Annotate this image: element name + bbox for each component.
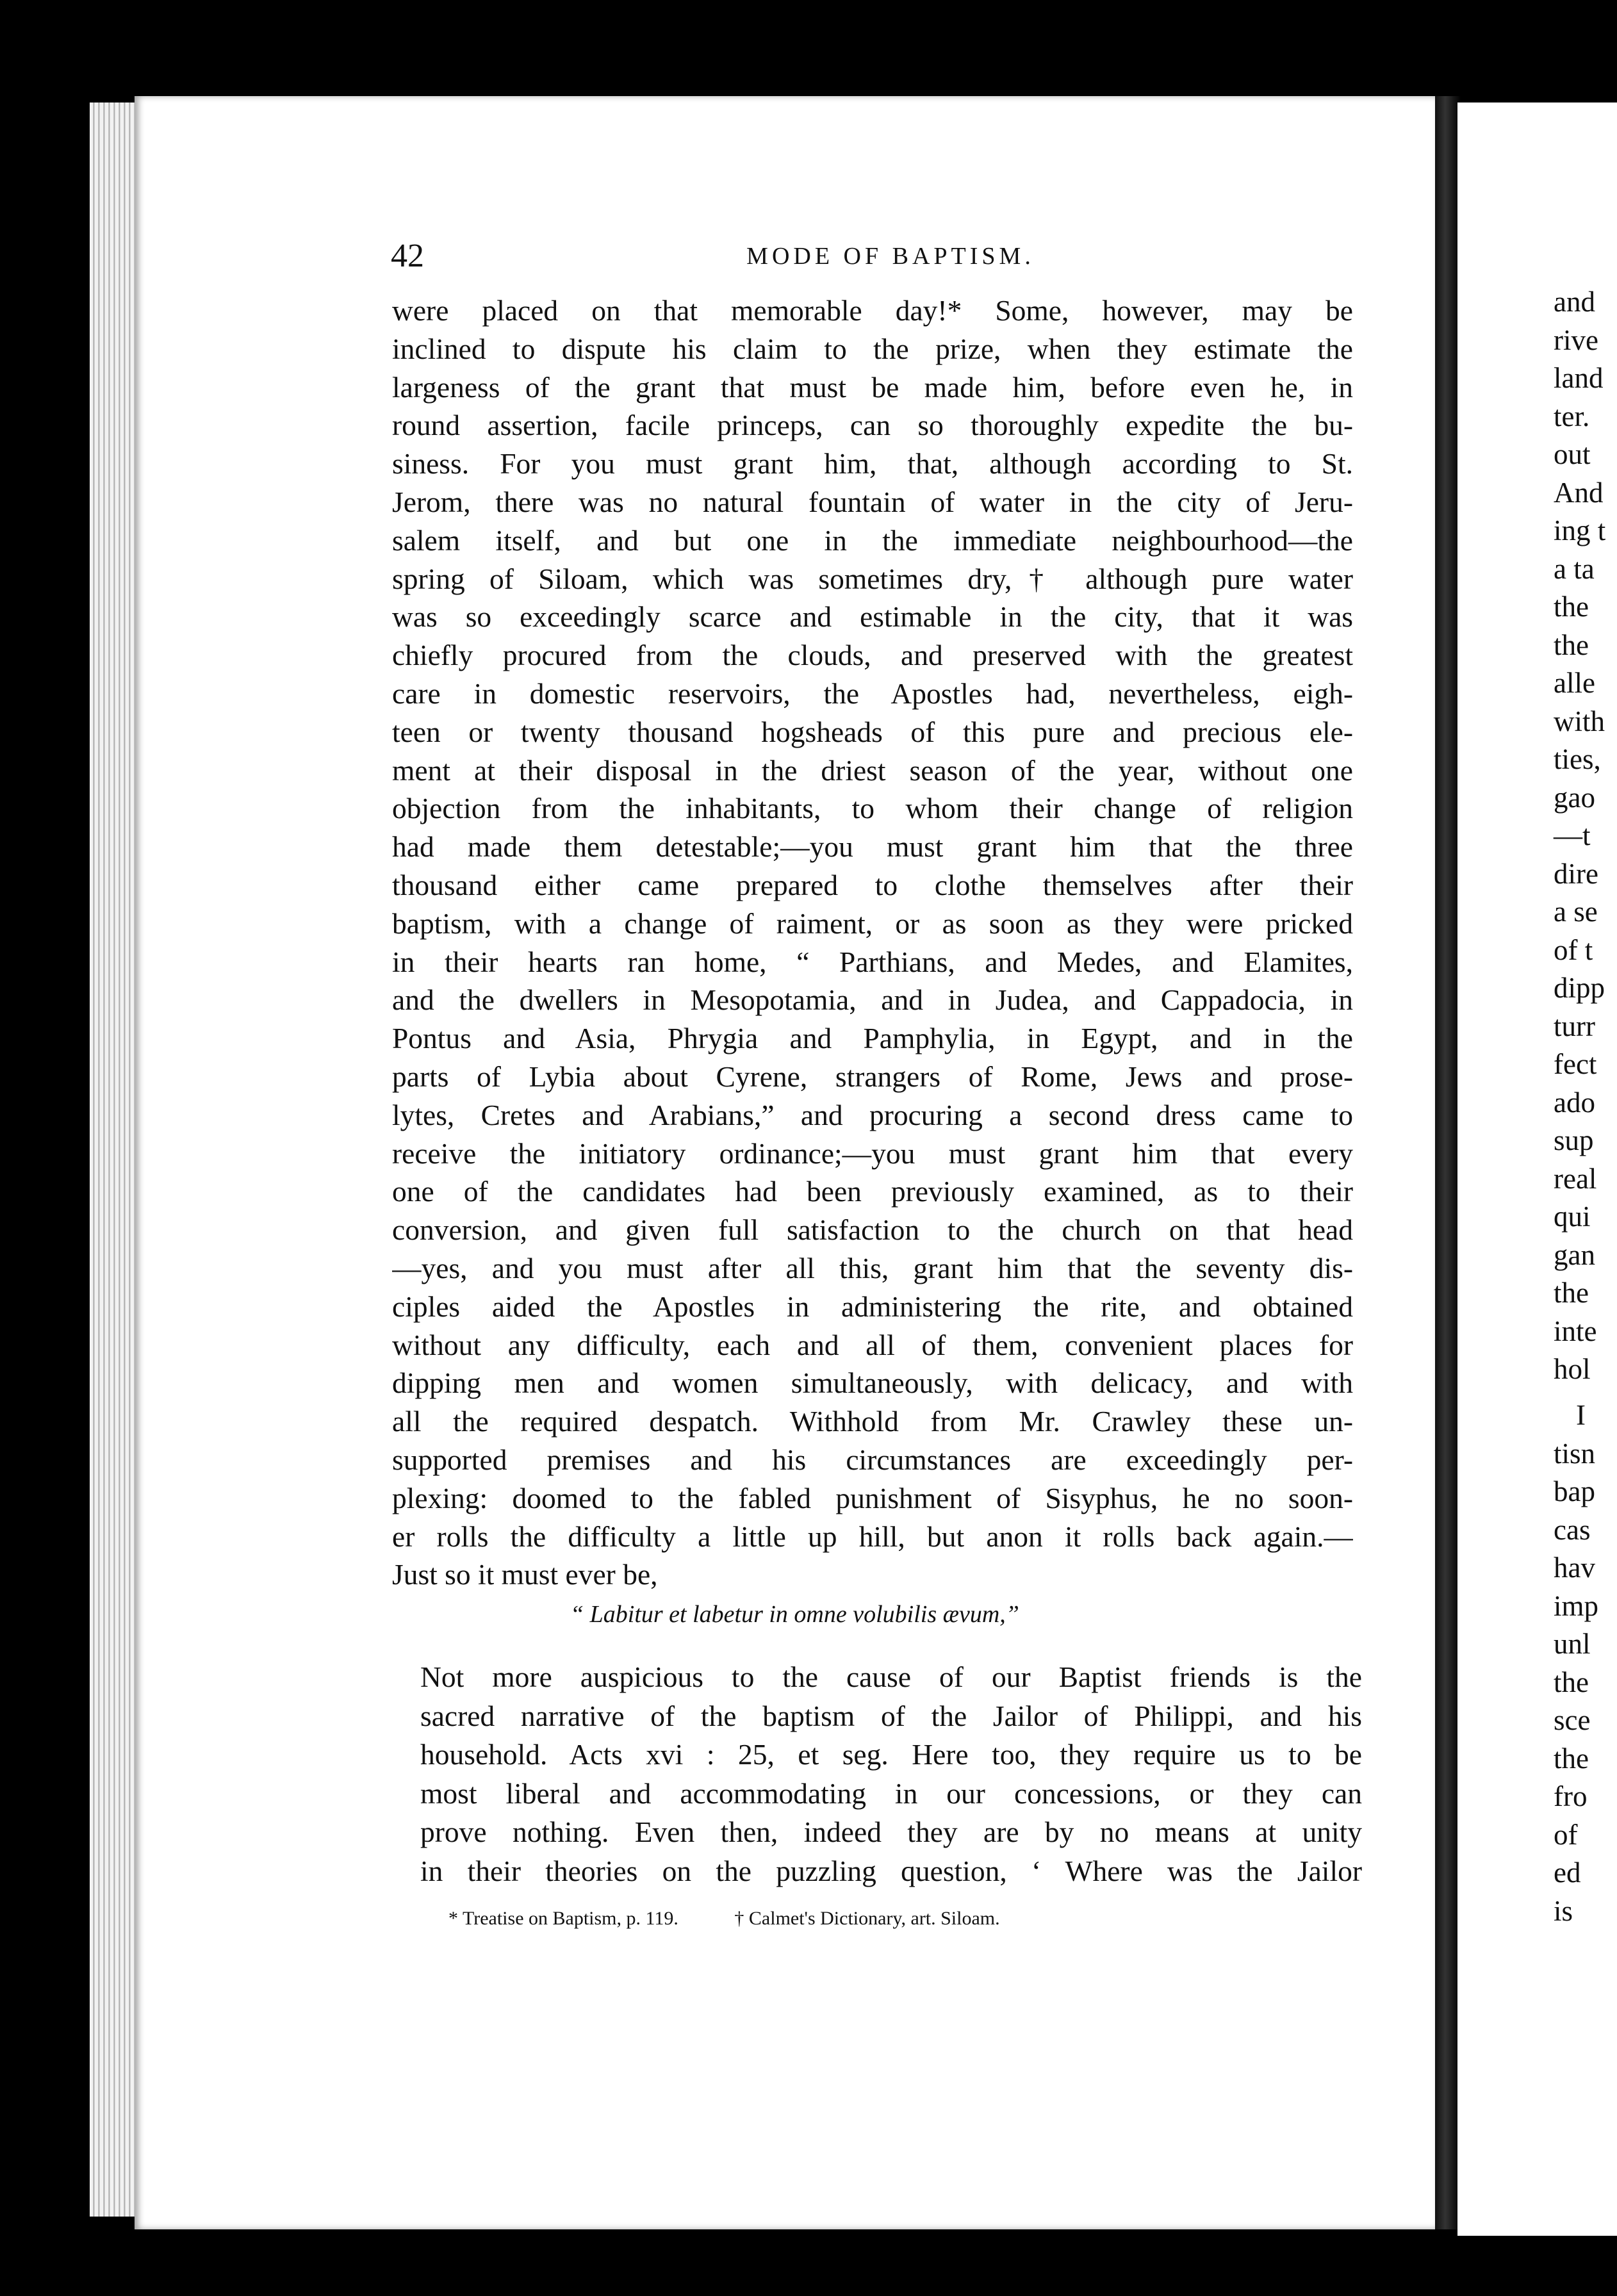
text-line: parts of Lybia about Cyrene, strangers of Rome, Jews and prose- bbox=[392, 1060, 1353, 1093]
text-line: siness. For you must grant him, that, although according to St. bbox=[392, 447, 1353, 480]
right-page-line: dipp bbox=[1554, 972, 1605, 1004]
page-header bbox=[391, 237, 1390, 282]
text-line: baptism, with a change of raiment, or as soon as they were pricked bbox=[392, 906, 1353, 940]
right-page-line: fro bbox=[1554, 1780, 1588, 1812]
text-line: plexing: doomed to the fabled punishment of Sisyphus, he no soon- bbox=[392, 1481, 1353, 1514]
running-head: MODE OF BAPTISM. bbox=[746, 243, 1035, 270]
footnote-1: * Treatise on Baptism, p. 119. bbox=[448, 1908, 678, 1929]
right-page-line: inte bbox=[1554, 1315, 1597, 1347]
book-page-edges bbox=[90, 102, 141, 2217]
text-line: conversion, and given full satisfaction to the church on that head bbox=[392, 1213, 1353, 1247]
right-page-line: and bbox=[1554, 286, 1595, 318]
right-page-line: unl bbox=[1554, 1628, 1591, 1660]
text-line: Jerom, there was no natural fountain of water in the city of Jeru- bbox=[392, 485, 1353, 518]
body-text-continued bbox=[420, 1658, 1362, 1890]
right-page-line: I bbox=[1576, 1399, 1586, 1431]
text-line: all the required despatch. Withhold from Mr. Crawley these un- bbox=[392, 1405, 1353, 1438]
right-page-line: the bbox=[1554, 591, 1589, 623]
text-line: ciples aided the Apostles in administering the rite, and obtained bbox=[392, 1290, 1353, 1323]
text-line: largeness of the grant that must be made him, before even he, in bbox=[392, 370, 1353, 404]
right-page-line: ing t bbox=[1554, 514, 1606, 546]
text-line: supported premises and his circumstances are exceedingly per- bbox=[392, 1443, 1353, 1476]
text-line: —yes, and you must after all this, grant him that the seventy dis- bbox=[392, 1251, 1353, 1284]
text-line: inclined to dispute his claim to the prize, when they estimate the bbox=[392, 332, 1353, 365]
right-page-line: hol bbox=[1554, 1353, 1591, 1385]
text-line: household. Acts xvi : 25, et seg. Here too, they require us to be bbox=[420, 1738, 1362, 1771]
right-page-line: the bbox=[1554, 1742, 1589, 1775]
right-page-line: the bbox=[1554, 1666, 1589, 1698]
text-line: lytes, Cretes and Arabians,” and procuring a second dress came to bbox=[392, 1098, 1353, 1131]
text-line: were placed on that memorable day!* Some, however, may be bbox=[392, 294, 1353, 327]
right-page-line: the bbox=[1554, 628, 1589, 661]
right-page-line: a se bbox=[1554, 896, 1598, 928]
text-line: Just so it must ever be, bbox=[392, 1558, 658, 1591]
text-line: ment at their disposal in the driest season of the year, without one bbox=[392, 753, 1353, 787]
latin-quote: “ Labitur et labetur in omne volubilis ævum,” bbox=[570, 1601, 1019, 1628]
right-page-line: out bbox=[1554, 438, 1591, 470]
right-page-line: sup bbox=[1554, 1124, 1594, 1156]
text-line: prove nothing. Even then, indeed they are by no means at unity bbox=[420, 1816, 1362, 1848]
right-page-line: of bbox=[1554, 1818, 1578, 1851]
text-line: most liberal and accommodating in our concessions, or they can bbox=[420, 1776, 1362, 1810]
text-line: salem itself, and but one in the immediate neighbourhood—the bbox=[392, 523, 1353, 557]
right-page-line: ado bbox=[1554, 1086, 1595, 1119]
right-page-line: hav bbox=[1554, 1552, 1595, 1584]
footnotes bbox=[448, 1908, 1051, 1930]
right-page-line: cas bbox=[1554, 1513, 1591, 1546]
right-page-line: ter. bbox=[1554, 400, 1590, 432]
text-line: round assertion, facile princeps, can so thoroughly expedite the bu- bbox=[392, 409, 1353, 442]
text-line: was so exceedingly scarce and estimable in the city, that it was bbox=[392, 600, 1353, 634]
right-page-line: tisn bbox=[1554, 1437, 1596, 1470]
right-page-line: real bbox=[1554, 1162, 1597, 1195]
text-line: receive the initiatory ordinance;—you must grant him that every bbox=[392, 1136, 1353, 1170]
text-line: spring of Siloam, which was sometimes dry,† although pure water bbox=[392, 562, 1353, 595]
text-line: chiefly procured from the clouds, and preserved with the greatest bbox=[392, 639, 1353, 672]
text-line: had made them detestable;—you must grant him that the three bbox=[392, 830, 1353, 864]
right-page-line: gan bbox=[1554, 1238, 1595, 1271]
right-page-line: ties, bbox=[1554, 743, 1601, 775]
text-line: teen or twenty thousand hogsheads of this pure and precious ele- bbox=[392, 715, 1353, 748]
text-line: without any difficulty, each and all of them, convenient places for bbox=[392, 1328, 1353, 1361]
text-line: in their theories on the puzzling question, ‘ Where was the Jailor bbox=[420, 1854, 1362, 1887]
right-page-line: dire bbox=[1554, 857, 1598, 890]
right-page-line: sce bbox=[1554, 1704, 1591, 1736]
right-page-line: land bbox=[1554, 362, 1604, 394]
right-page-line: alle bbox=[1554, 667, 1595, 699]
text-line: Not more auspicious to the cause of our Baptist friends is the bbox=[420, 1660, 1362, 1693]
right-page-line: qui bbox=[1554, 1201, 1591, 1233]
text-line: Pontus and Asia, Phrygia and Pamphylia, in Egypt, and in the bbox=[392, 1022, 1353, 1055]
text-line: sacred narrative of the baptism of the Jailor of Philippi, and his bbox=[420, 1699, 1362, 1732]
text-line: one of the candidates had been previously examined, as to their bbox=[392, 1175, 1353, 1208]
right-page-line: And bbox=[1554, 476, 1604, 509]
right-page-line: imp bbox=[1554, 1589, 1599, 1622]
text-line: and the dwellers in Mesopotamia, and in Judea, and Cappadocia, in bbox=[392, 983, 1353, 1017]
footnote-2: † Calmet's Dictionary, art. Siloam. bbox=[734, 1908, 1000, 1929]
right-page-line: turr bbox=[1554, 1010, 1595, 1042]
right-page-line: with bbox=[1554, 705, 1605, 737]
right-page-line: gao bbox=[1554, 781, 1595, 814]
right-page-line: —t bbox=[1554, 819, 1591, 851]
right-page-line: fect bbox=[1554, 1048, 1597, 1080]
text-line: dipping men and women simultaneously, with delicacy, and with bbox=[392, 1366, 1353, 1400]
text-line: thousand either came prepared to clothe themselves after their bbox=[392, 868, 1353, 901]
right-page-line: rive bbox=[1554, 324, 1598, 356]
right-page-line: ed bbox=[1554, 1857, 1581, 1889]
body-text bbox=[392, 291, 1353, 1594]
right-page-line: of t bbox=[1554, 933, 1593, 966]
right-page-line: a ta bbox=[1554, 552, 1595, 585]
text-line: er rolls the difficulty a little up hill, but anon it rolls back again.— bbox=[392, 1520, 1353, 1553]
text-line: care in domestic reservoirs, the Apostles had, nevertheless, eigh- bbox=[392, 676, 1353, 710]
book-page-right bbox=[1457, 102, 1617, 2236]
book-gutter bbox=[1435, 96, 1461, 2229]
page-number: 42 bbox=[391, 238, 424, 274]
text-line: in their hearts ran home, “ Parthians, and Medes, and Elamites, bbox=[392, 945, 1353, 978]
right-page-line: bap bbox=[1554, 1475, 1595, 1507]
right-page-line: is bbox=[1554, 1894, 1573, 1927]
text-line: objection from the inhabitants, to whom their change of religion bbox=[392, 792, 1353, 825]
right-page-line: the bbox=[1554, 1277, 1589, 1309]
